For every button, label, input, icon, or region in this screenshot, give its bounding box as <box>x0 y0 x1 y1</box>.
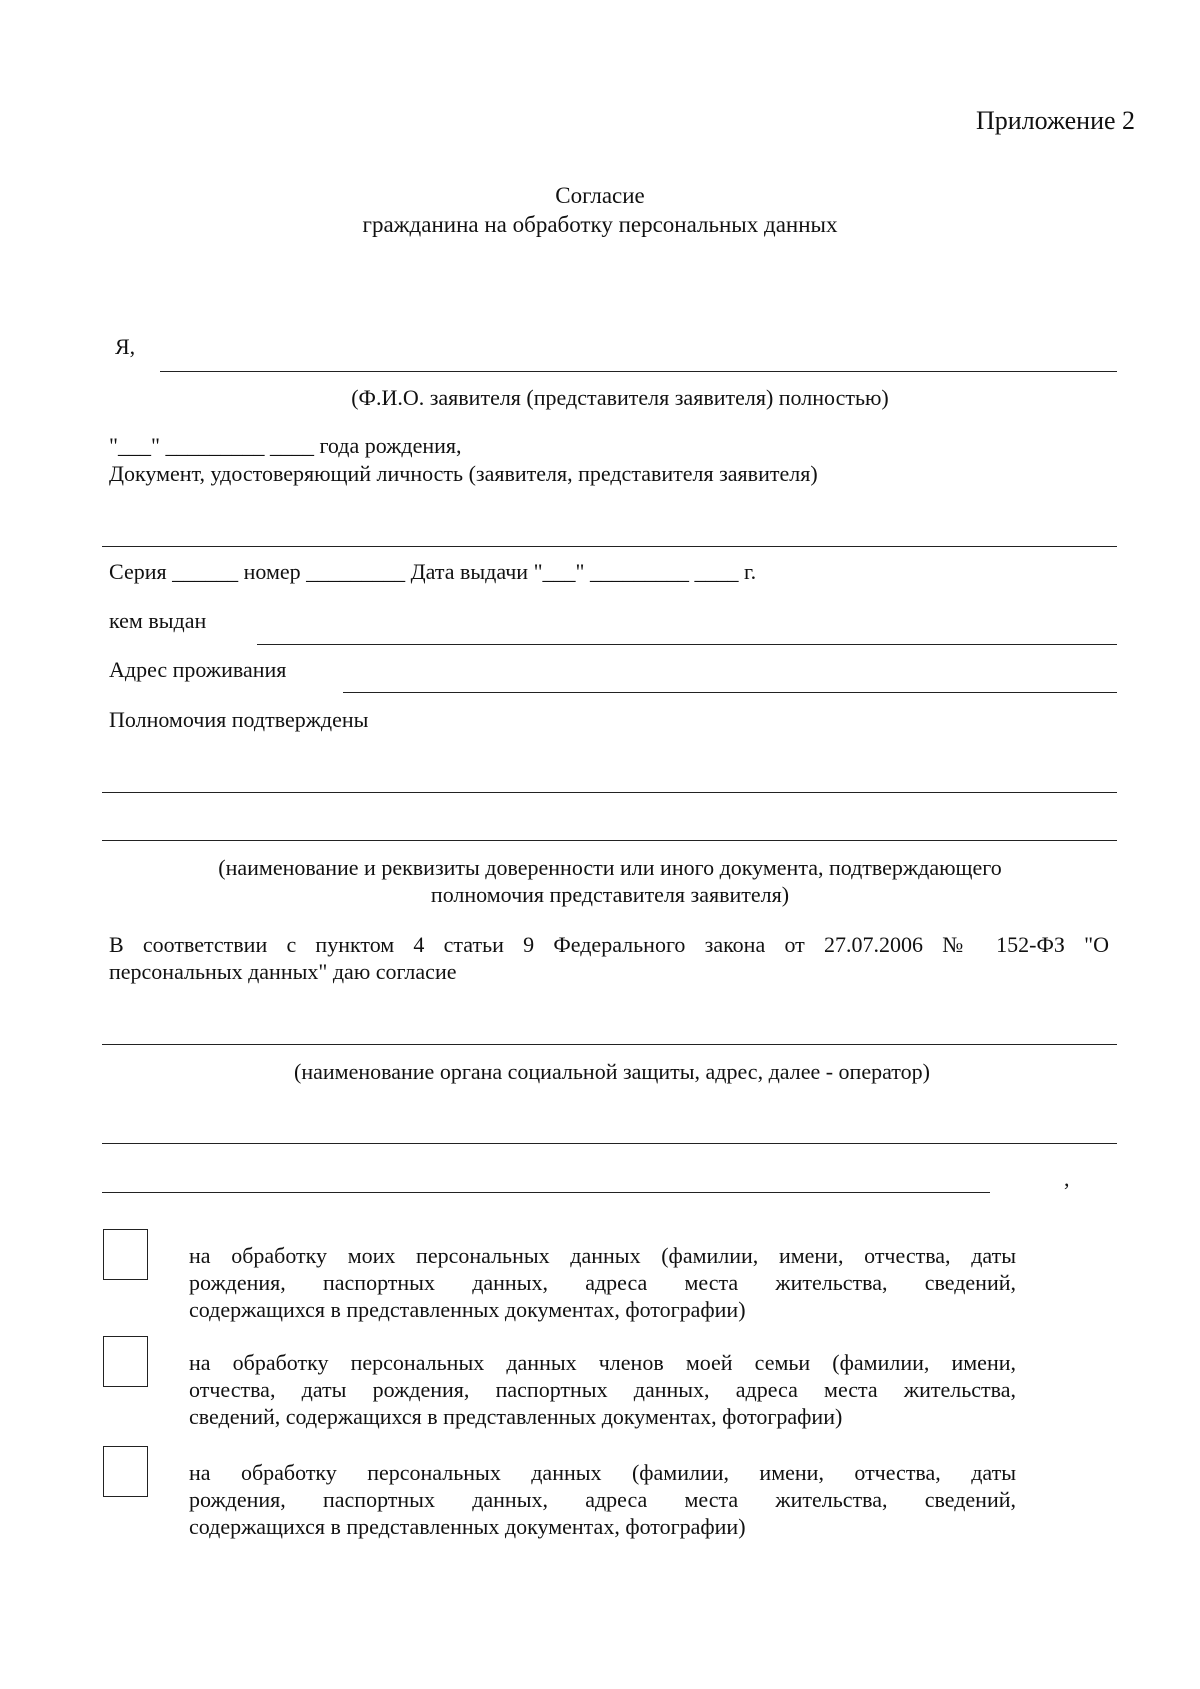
option-line: на обработку персональных данных членов моей семьи (фамилии, имени, <box>189 1350 1016 1375</box>
operator-field-2[interactable] <box>102 1143 1117 1144</box>
fio-field[interactable] <box>160 371 1117 372</box>
document-title: Согласие <box>555 183 645 208</box>
law-line-2: персональных данных" даю согласие <box>109 959 457 984</box>
address-label: Адрес проживания <box>109 657 287 682</box>
operator-caption: (наименование органа социальной защиты, адрес, далее - оператор) <box>294 1059 930 1084</box>
consent-data-text <box>189 1459 1016 1540</box>
consent-own-data-text <box>189 1242 1016 1323</box>
consent-data-checkbox[interactable] <box>103 1446 148 1497</box>
fio-caption: (Ф.И.О. заявителя (представителя заявителя) полностью) <box>351 385 889 410</box>
issued-by-field[interactable] <box>257 644 1117 645</box>
consent-family-data-text <box>189 1349 1016 1430</box>
i-label: Я, <box>115 334 136 359</box>
option-line: на обработку моих персональных данных (фамилии, имени, отчества, даты <box>189 1243 1016 1268</box>
operator-field-1[interactable] <box>102 1044 1117 1045</box>
address-field[interactable] <box>343 692 1117 693</box>
authority-field-2[interactable] <box>102 840 1117 841</box>
law-paragraph <box>109 931 1109 985</box>
id-document-label: Документ, удостоверяющий личность (заявителя, представителя заявителя) <box>109 461 818 486</box>
authority-caption-1: (наименование и реквизиты доверенности или иного документа, подтверждающего <box>218 855 1002 880</box>
authority-field-1[interactable] <box>102 792 1117 793</box>
operator-field-3[interactable] <box>102 1192 990 1193</box>
series-number-date-line[interactable]: Серия ______ номер _________ Дата выдачи "___" _________ ____ г. <box>109 559 757 584</box>
option-line: отчества, даты рождения, паспортных данных, адреса места жительства, <box>189 1377 1016 1402</box>
consent-own-data-checkbox[interactable] <box>103 1229 148 1280</box>
appendix-label: Приложение 2 <box>976 106 1136 135</box>
authority-caption-2: полномочия представителя заявителя) <box>430 882 790 907</box>
option-line: на обработку персональных данных (фамилии, имени, отчества, даты <box>189 1460 1016 1485</box>
birth-date-line[interactable]: "___" _________ ____ года рождения, <box>109 433 462 458</box>
option-line: рождения, паспортных данных, адреса места жительства, сведений, <box>189 1270 1016 1295</box>
consent-family-data-checkbox[interactable] <box>103 1336 148 1387</box>
authority-label: Полномочия подтверждены <box>109 707 369 732</box>
operator-comma: , <box>1064 1166 1070 1191</box>
option-line: содержащихся в представленных документах, фотографии) <box>189 1514 746 1539</box>
option-line: содержащихся в представленных документах, фотографии) <box>189 1297 746 1322</box>
issued-by-label: кем выдан <box>109 608 207 633</box>
option-line: рождения, паспортных данных, адреса места жительства, сведений, <box>189 1487 1016 1512</box>
option-line: сведений, содержащихся в представленных документах, фотографии) <box>189 1404 843 1429</box>
law-line-1: В соответствии с пунктом 4 статьи 9 Федерального закона от 27.07.2006 № 152-ФЗ "О <box>109 932 1109 957</box>
id-document-field[interactable] <box>102 546 1117 547</box>
document-subtitle: гражданина на обработку персональных данных <box>362 212 838 237</box>
